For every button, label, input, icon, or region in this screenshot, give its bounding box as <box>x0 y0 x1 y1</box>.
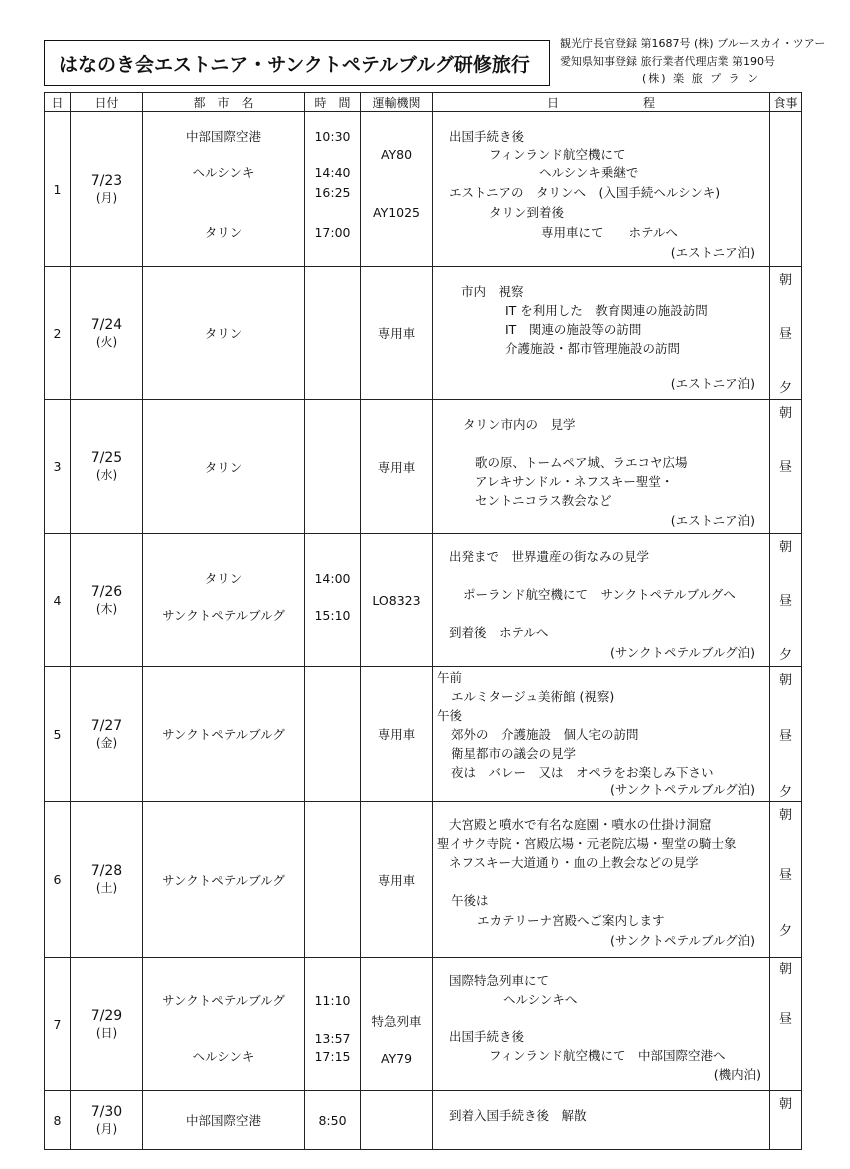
table-row <box>45 400 802 534</box>
stay-note: (機内泊) <box>713 1067 761 1082</box>
meal-breakfast: 朝 <box>778 1097 792 1112</box>
time: 15:10 <box>314 608 351 623</box>
day-number: 2 <box>45 267 71 400</box>
meals-cell <box>770 112 802 267</box>
meal-breakfast: 朝 <box>778 406 792 421</box>
city: タリン <box>204 225 243 240</box>
meal-breakfast: 朝 <box>778 540 792 555</box>
city-cell <box>143 958 305 1091</box>
weekday: (月) <box>95 1121 118 1136</box>
schedule-line: 出発まで 世界遺産の街なみの見学 <box>449 549 650 564</box>
date-cell <box>71 400 143 534</box>
meals-cell <box>770 534 802 667</box>
time-cell <box>305 267 361 400</box>
schedule-line: 夜は バレー 又は オペラをお楽しみ下さい <box>451 765 714 780</box>
schedule-cell <box>433 400 770 534</box>
header-schedule: 日 程 <box>433 93 770 112</box>
day-number: 7 <box>45 958 71 1091</box>
transport: 専用車 <box>361 400 433 534</box>
table-row <box>45 958 802 1091</box>
city: ヘルシンキ <box>192 1049 255 1064</box>
date: 7/24 <box>90 316 123 333</box>
itinerary-table <box>44 92 802 1150</box>
schedule-line: 歌の原、トームペア城、ラエコヤ広場 <box>475 455 688 470</box>
meal-dinner: 夕 <box>778 785 792 800</box>
header-meals: 食事 <box>770 93 802 112</box>
stay-note: (サンクトペテルブルグ泊) <box>609 933 755 948</box>
city: サンクトペテルブルグ <box>143 667 305 802</box>
time-cell <box>305 802 361 958</box>
meals-cell <box>770 667 802 802</box>
stay-note: (エストニア泊) <box>670 513 755 528</box>
date-cell <box>71 802 143 958</box>
date: 7/27 <box>90 717 123 734</box>
city: サンクトペテルブルグ <box>162 993 285 1008</box>
schedule-line: 出国手続き後 <box>449 1029 525 1044</box>
city: タリン <box>143 267 305 400</box>
schedule-line: ヘルシンキ乗継で <box>539 165 639 180</box>
table-row <box>45 802 802 958</box>
meal-breakfast: 朝 <box>778 962 792 977</box>
date-cell <box>71 112 143 267</box>
city: 中部国際空港 <box>185 129 261 144</box>
meal-lunch: 昼 <box>778 868 792 883</box>
weekday: (日) <box>95 1025 118 1040</box>
schedule-line: ヘルシンキへ <box>503 992 578 1007</box>
meal-dinner: 夕 <box>778 924 792 939</box>
meal-breakfast: 朝 <box>778 673 792 688</box>
schedule-cell <box>433 1091 770 1150</box>
meal-lunch: 昼 <box>778 594 792 609</box>
meals-cell <box>770 400 802 534</box>
time: 10:30 <box>314 129 351 144</box>
city-cell <box>143 112 305 267</box>
schedule-line: 市内 視察 <box>461 284 524 299</box>
time: 8:50 <box>305 1091 361 1150</box>
date: 7/26 <box>90 583 123 600</box>
transport: 専用車 <box>361 667 433 802</box>
meals-cell <box>770 1091 802 1150</box>
meal-lunch: 昼 <box>778 327 792 342</box>
table-row <box>45 667 802 802</box>
date: 7/28 <box>90 863 123 879</box>
day-number: 8 <box>45 1091 71 1150</box>
meal-lunch: 昼 <box>778 1012 792 1027</box>
schedule-line: エカテリーナ宮殿へご案内します <box>477 913 665 928</box>
schedule-cell <box>433 958 770 1091</box>
city: 中部国際空港 <box>143 1091 305 1150</box>
transport: AY80 <box>380 147 413 162</box>
header-date: 日付 <box>71 93 143 112</box>
stay-note: (サンクトペテルブルグ泊) <box>609 782 755 797</box>
schedule-line: 衛星都市の議会の見学 <box>451 746 577 761</box>
schedule-line: 到着入国手続き後 解散 <box>449 1108 587 1123</box>
schedule-line: ネフスキー大道通り・血の上教会などの見学 <box>449 855 699 870</box>
transport-cell <box>361 958 433 1091</box>
transport-cell <box>361 112 433 267</box>
schedule-cell <box>433 534 770 667</box>
schedule-line: 介護施設・都市管理施設の訪問 <box>505 341 681 356</box>
weekday: (土) <box>95 881 118 895</box>
transport-cell <box>361 1091 433 1150</box>
date-cell <box>71 1091 143 1150</box>
table-header-row <box>45 93 802 112</box>
meal-breakfast: 朝 <box>778 808 792 823</box>
transport: 専用車 <box>361 267 433 400</box>
schedule-line: 聖イサク寺院・宮殿広場・元老院広場・聖堂の騎士象 <box>437 836 737 851</box>
schedule-line: フィンランド航空機にて <box>489 147 626 162</box>
meal-dinner: 夕 <box>778 648 792 663</box>
agency-registration-1: 観光庁長官登録 第1687号 (株) ブルースカイ・ツアー <box>560 37 826 50</box>
schedule-cell <box>433 112 770 267</box>
time: 14:00 <box>314 571 351 586</box>
weekday: (木) <box>95 601 118 616</box>
schedule-line: 国際特急列車にて <box>449 973 550 988</box>
schedule-line: 出国手続き後 <box>449 129 525 144</box>
transport: LO8323 <box>361 534 433 667</box>
agency-name: (株) 楽 旅 プ ラ ン <box>642 72 761 85</box>
time: 13:57 <box>314 1031 351 1046</box>
table-row <box>45 534 802 667</box>
schedule-cell <box>433 802 770 958</box>
day-number: 5 <box>45 667 71 802</box>
date: 7/29 <box>90 1007 123 1024</box>
schedule-cell <box>433 267 770 400</box>
schedule-line: タリン到着後 <box>489 205 565 220</box>
meal-breakfast: 朝 <box>778 273 792 288</box>
time-cell <box>305 958 361 1091</box>
time-cell <box>305 534 361 667</box>
time-cell <box>305 400 361 534</box>
schedule-line: ポーランド航空機にて サンクトペテルブルグへ <box>463 587 736 602</box>
date-cell <box>71 958 143 1091</box>
time: 17:15 <box>314 1049 351 1064</box>
header-time: 時 間 <box>305 93 361 112</box>
city: タリン <box>143 400 305 534</box>
weekday: (月) <box>95 190 118 205</box>
schedule-line: 専用車にて ホテルへ <box>541 225 678 240</box>
table-row <box>45 112 802 267</box>
time: 14:40 <box>314 165 351 180</box>
schedule-line: 午後は <box>451 893 489 908</box>
schedule-line: 到着後 ホテルへ <box>449 625 549 640</box>
transport: AY79 <box>380 1051 413 1066</box>
table-row <box>45 267 802 400</box>
stay-note: (エストニア泊) <box>670 245 755 260</box>
schedule-line: 郊外の 介護施設 個人宅の訪問 <box>451 727 639 742</box>
schedule-line: IT を利用した 教育関連の施設訪問 <box>505 303 708 318</box>
weekday: (金) <box>95 735 118 750</box>
date: 7/30 <box>90 1103 123 1120</box>
time: 17:00 <box>314 225 351 240</box>
document-title: はなのき会エストニア・サンクトペテルブルグ研修旅行 <box>44 40 550 86</box>
schedule-line: IT 関連の施設等の訪問 <box>505 322 642 337</box>
weekday: (水) <box>95 468 118 482</box>
schedule-line: エストニアの タリンへ (入国手続ヘルシンキ) <box>449 185 721 200</box>
day-number: 3 <box>45 400 71 534</box>
meal-dinner: 夕 <box>778 381 792 396</box>
city: ヘルシンキ <box>192 165 255 180</box>
day-number: 4 <box>45 534 71 667</box>
meal-lunch: 昼 <box>778 729 792 744</box>
schedule-line: 午前 <box>437 670 463 685</box>
schedule-line: 午後 <box>437 708 463 723</box>
schedule-line: フィンランド航空機にて 中部国際空港へ <box>489 1048 726 1063</box>
table-row <box>45 1091 802 1150</box>
header-day: 日 <box>45 93 71 112</box>
date-cell <box>71 267 143 400</box>
date-cell <box>71 534 143 667</box>
schedule-line: セントニコラス教会など <box>475 493 612 508</box>
time: 11:10 <box>314 993 351 1008</box>
stay-note: (サンクトペテルブルグ泊) <box>609 645 755 660</box>
schedule-cell <box>433 667 770 802</box>
weekday: (火) <box>95 334 118 349</box>
date: 7/23 <box>90 172 123 189</box>
schedule-line: エルミタージュ美術館 (視察) <box>451 689 615 704</box>
meals-cell <box>770 958 802 1091</box>
transport: 特急列車 <box>371 1014 422 1029</box>
time-cell <box>305 112 361 267</box>
schedule-line: アレキサンドル・ネフスキー聖堂・ <box>475 474 674 489</box>
schedule-line: タリン市内の 見学 <box>463 417 576 432</box>
stay-note: (エストニア泊) <box>670 376 755 391</box>
time: 16:25 <box>314 185 351 200</box>
header-transport: 運輸機関 <box>361 93 433 112</box>
city: サンクトペテルブルグ <box>143 802 305 958</box>
meals-cell <box>770 802 802 958</box>
meal-lunch: 昼 <box>778 460 792 475</box>
city-cell <box>143 534 305 667</box>
day-number: 1 <box>45 112 71 267</box>
transport: AY1025 <box>372 205 421 220</box>
date-cell <box>71 667 143 802</box>
day-number: 6 <box>45 802 71 958</box>
meals-cell <box>770 267 802 400</box>
date: 7/25 <box>90 450 123 466</box>
header-city: 都 市 名 <box>143 93 305 112</box>
transport: 専用車 <box>361 802 433 958</box>
agency-registration-2: 愛知県知事登録 旅行業者代理店業 第190号 <box>560 55 775 68</box>
time-cell <box>305 667 361 802</box>
schedule-line: 大宮殿と噴水で有名な庭園・噴水の仕掛け洞窟 <box>449 817 712 832</box>
city: タリン <box>204 571 243 586</box>
city: サンクトペテルブルグ <box>162 608 285 623</box>
